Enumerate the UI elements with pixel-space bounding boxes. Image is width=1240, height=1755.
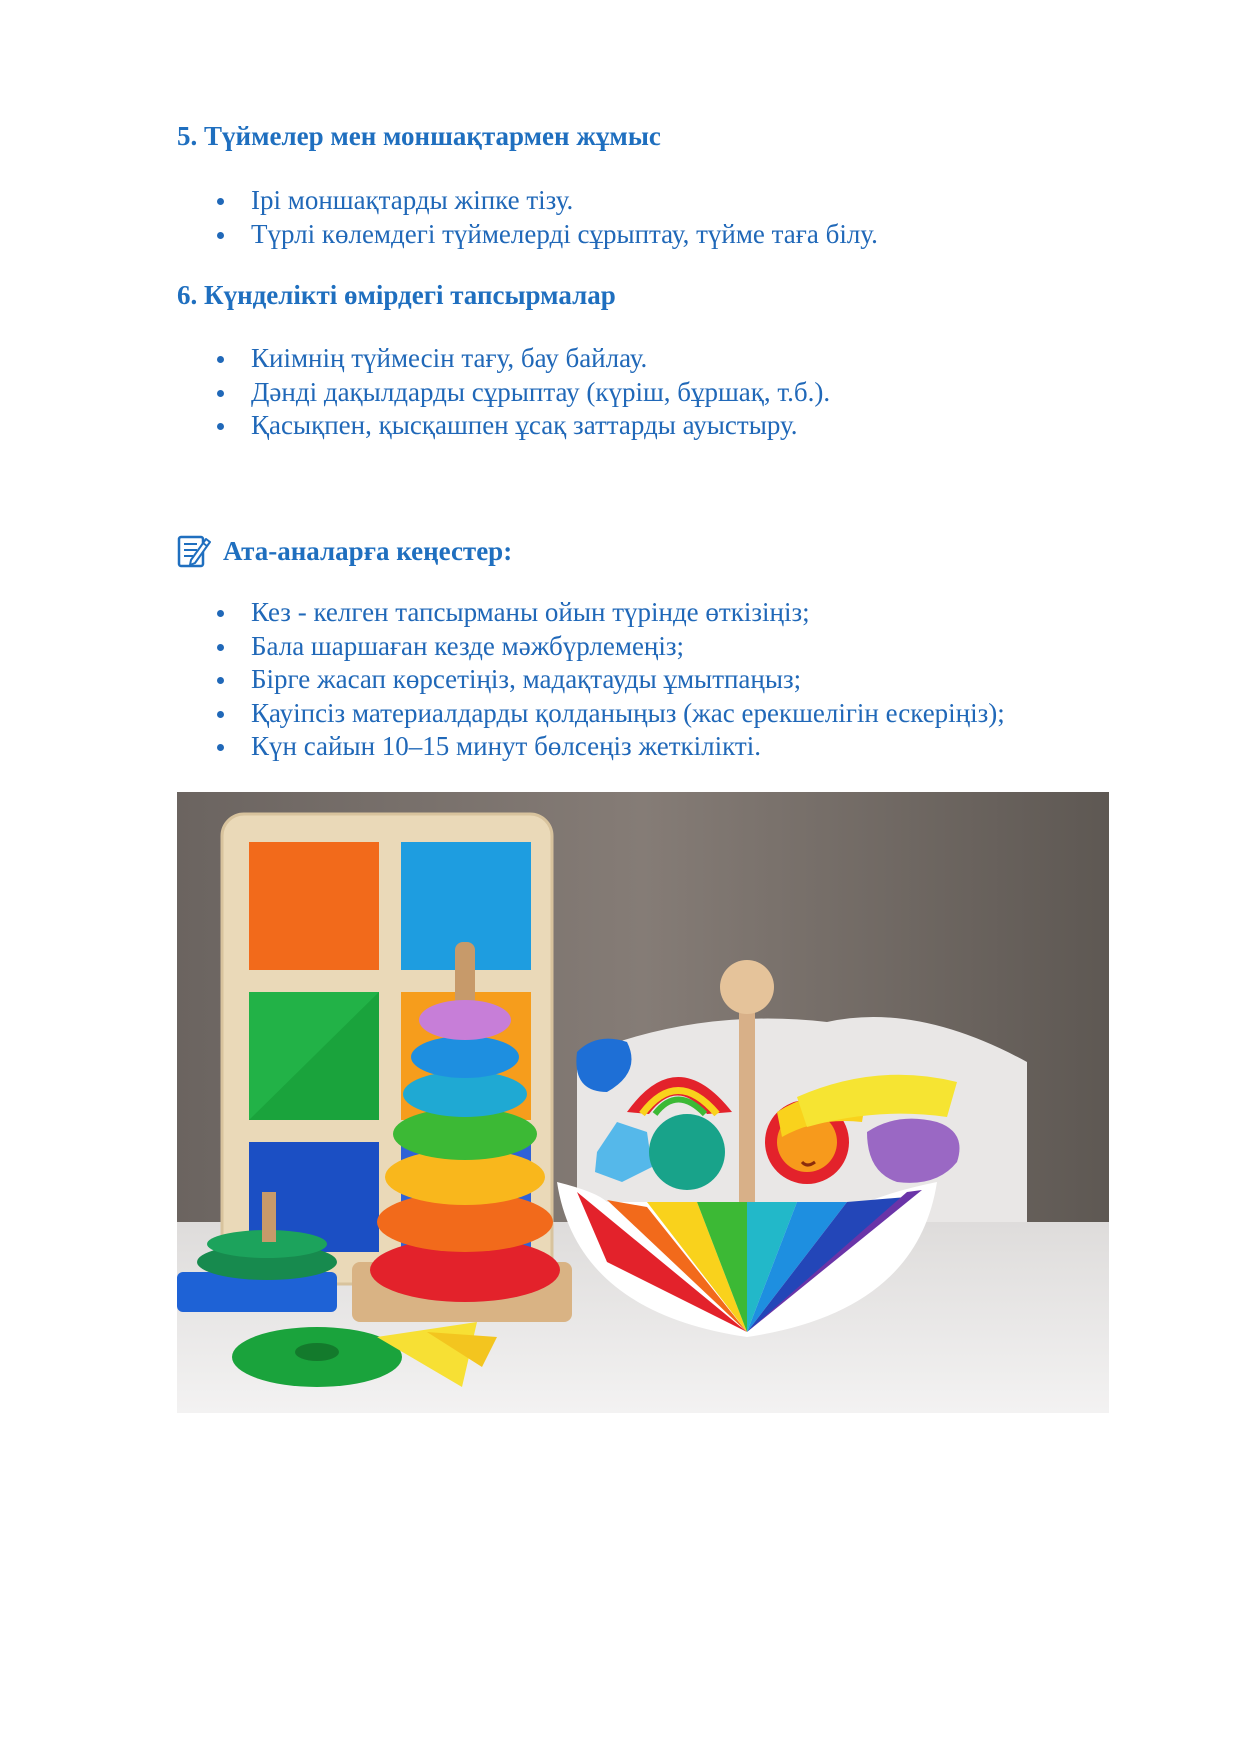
list-item: Бала шаршаған кезде мәжбүрлемеңіз; [177, 630, 1005, 664]
list-item: Күн сайын 10–15 минут бөлсеңіз жеткілікті. [177, 730, 1005, 764]
list-item: Кез - келген тапсырманы ойын түрінде өткізіңіз; [177, 596, 1005, 630]
list-item: Қасықпен, қысқашпен ұсақ заттарды ауыстыру. [177, 409, 830, 443]
section-5-list [177, 184, 878, 251]
list-item: Қауіпсіз материалдарды қолданыңыз (жас ерекшелігін ескеріңіз); [177, 697, 1005, 731]
section-6-heading: 6. Күнделікті өмірдегі тапсырмалар [177, 280, 616, 310]
section-6-list [177, 342, 830, 443]
tips-title: Ата-аналарға кеңестер: [223, 536, 513, 566]
tips-heading [177, 534, 512, 568]
toys-photo [177, 792, 1109, 1413]
tips-list [177, 596, 1005, 764]
list-item: Киімнің түймесін тағу, бау байлау. [177, 342, 830, 376]
section-5-heading: 5. Түймелер мен моншақтармен жұмыс [177, 121, 661, 151]
memo-icon [177, 534, 211, 568]
list-item: Ірі моншақтарды жіпке тізу. [177, 184, 878, 218]
list-item: Бірге жасап көрсетіңіз, мадақтауды ұмытпаңыз; [177, 663, 1005, 697]
list-item: Дәнді дақылдарды сұрыптау (күріш, бұршақ, т.б.). [177, 376, 830, 410]
list-item: Түрлі көлемдегі түймелерді сұрыптау, түйме таға білу. [177, 218, 878, 252]
